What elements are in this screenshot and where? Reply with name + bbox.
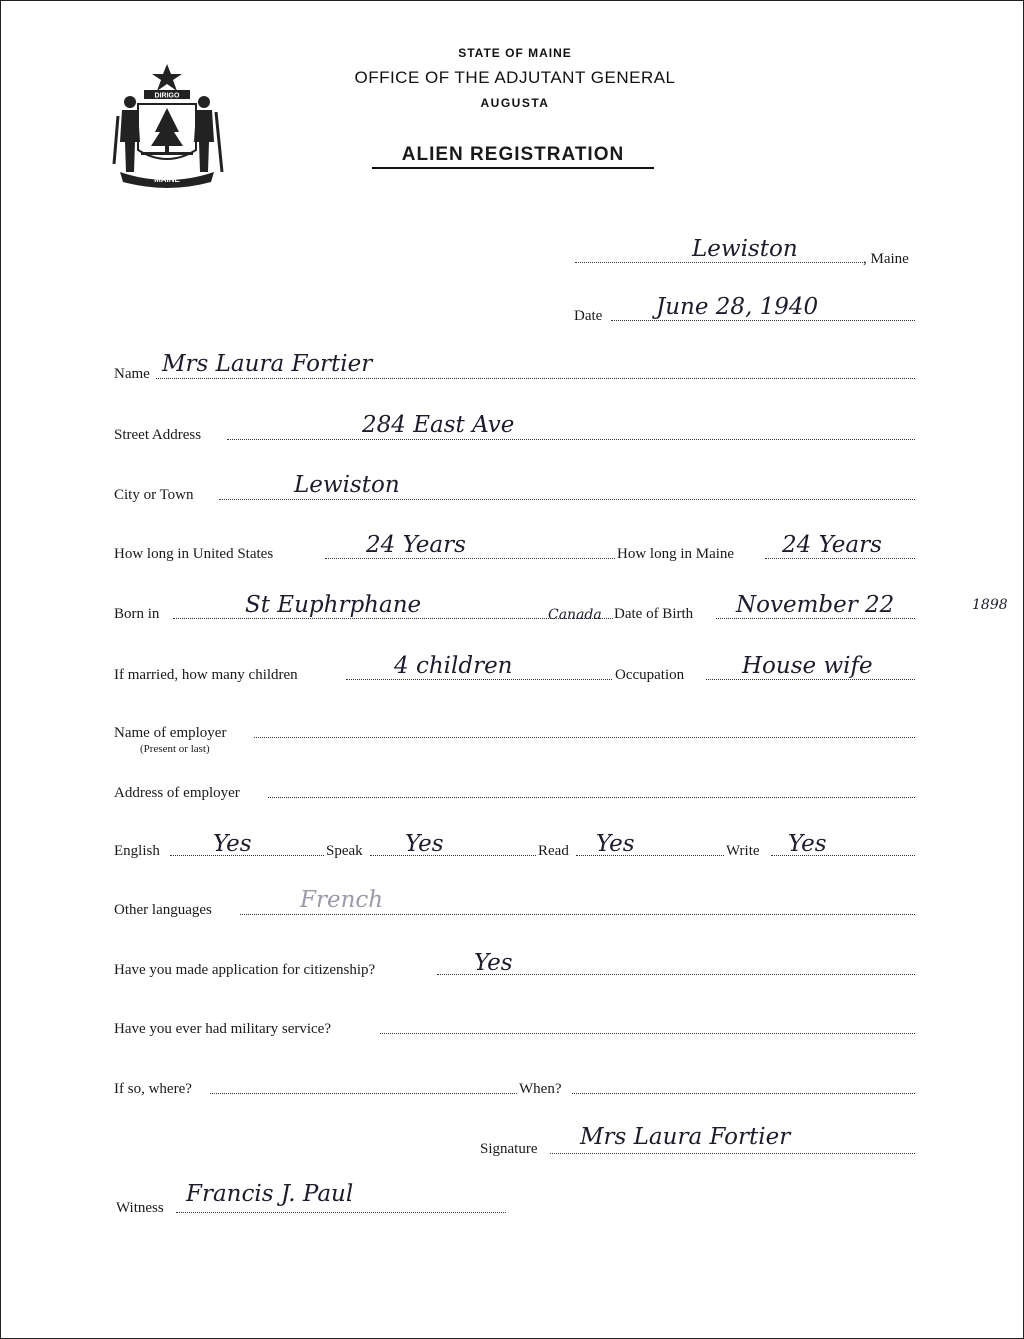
street-value: 284 East Ave: [362, 412, 515, 438]
signature-label: Signature: [480, 1141, 538, 1157]
speak-line: [370, 855, 536, 856]
date-value: June 28, 1940: [656, 294, 819, 320]
birth-date-label: Date of Birth: [614, 606, 694, 622]
place-line: [575, 262, 863, 263]
english-value: Yes: [213, 831, 252, 857]
maine-state-seal: [108, 60, 226, 188]
write-value: Yes: [788, 831, 827, 857]
years-maine-value: 24 Years: [782, 532, 882, 558]
where-line: [210, 1093, 517, 1094]
street-label: Street Address: [114, 427, 202, 443]
employer-sublabel: (Present or last): [140, 743, 210, 755]
children-line: [346, 679, 612, 680]
read-value: Yes: [596, 831, 635, 857]
svg-text:DIRIGO: DIRIGO: [154, 92, 180, 100]
name-label: Name: [114, 366, 150, 382]
city-value: Lewiston: [294, 472, 400, 498]
name-line: [156, 378, 915, 379]
city-label: City or Town: [114, 487, 194, 503]
when-label: When?: [519, 1081, 562, 1097]
place-label: , Maine: [863, 251, 909, 267]
place-value: Lewiston: [692, 236, 798, 262]
witness-line: [176, 1212, 506, 1213]
other-languages-label: Other languages: [114, 902, 212, 918]
form-title: ALIEN REGISTRATION: [372, 144, 654, 169]
years-us-value: 24 Years: [366, 532, 466, 558]
city-line: [219, 499, 915, 500]
signature-value: Mrs Laura Fortier: [580, 1124, 791, 1150]
employer-label: Name of employer: [114, 725, 227, 741]
birth-year: 1898: [972, 597, 1008, 613]
read-label: Read: [538, 843, 569, 859]
where-label: If so, where?: [114, 1081, 192, 1097]
years-maine-label: How long in Maine: [617, 546, 735, 562]
name-value: Mrs Laura Fortier: [162, 351, 373, 377]
employer-address-label: Address of employer: [114, 785, 240, 801]
born-label: Born in: [114, 606, 160, 622]
birth-date-line: [716, 618, 915, 619]
occupation-value: House wife: [742, 653, 873, 679]
city-heading: AUGUSTA: [480, 96, 550, 110]
street-line: [227, 439, 915, 440]
military-line: [380, 1033, 915, 1034]
employer-address-line: [268, 797, 915, 798]
years-us-line: [325, 558, 615, 559]
office-heading: OFFICE OF THE ADJUTANT GENERAL: [354, 68, 676, 87]
birth-date-value: November 22: [736, 592, 895, 618]
other-languages-line: [240, 914, 915, 915]
speak-label: Speak: [326, 843, 363, 859]
other-languages-value: French: [300, 887, 384, 913]
witness-label: Witness: [116, 1200, 164, 1216]
children-label: If married, how many children: [114, 667, 298, 683]
occupation-label: Occupation: [615, 667, 685, 683]
citizenship-value: Yes: [474, 950, 513, 976]
occupation-line: [706, 679, 915, 680]
date-label: Date: [574, 308, 603, 324]
citizenship-label: Have you made application for citizenship?: [114, 962, 376, 978]
signature-line: [550, 1153, 915, 1154]
born-country: Canada: [548, 607, 602, 623]
write-label: Write: [726, 843, 760, 859]
years-us-label: How long in United States: [114, 546, 274, 562]
when-line: [572, 1093, 915, 1094]
speak-value: Yes: [405, 831, 444, 857]
military-label: Have you ever had military service?: [114, 1021, 331, 1037]
born-line: [173, 618, 613, 619]
years-maine-line: [765, 558, 915, 559]
english-label: English: [114, 843, 160, 859]
date-line: [611, 320, 915, 321]
children-value: 4 children: [394, 653, 513, 679]
employer-line: [254, 737, 915, 738]
witness-value: Francis J. Paul: [186, 1181, 354, 1207]
born-value: St Euphrphane: [245, 592, 422, 618]
state-heading: STATE OF MAINE: [458, 46, 572, 60]
svg-text:MAINE: MAINE: [154, 175, 180, 184]
